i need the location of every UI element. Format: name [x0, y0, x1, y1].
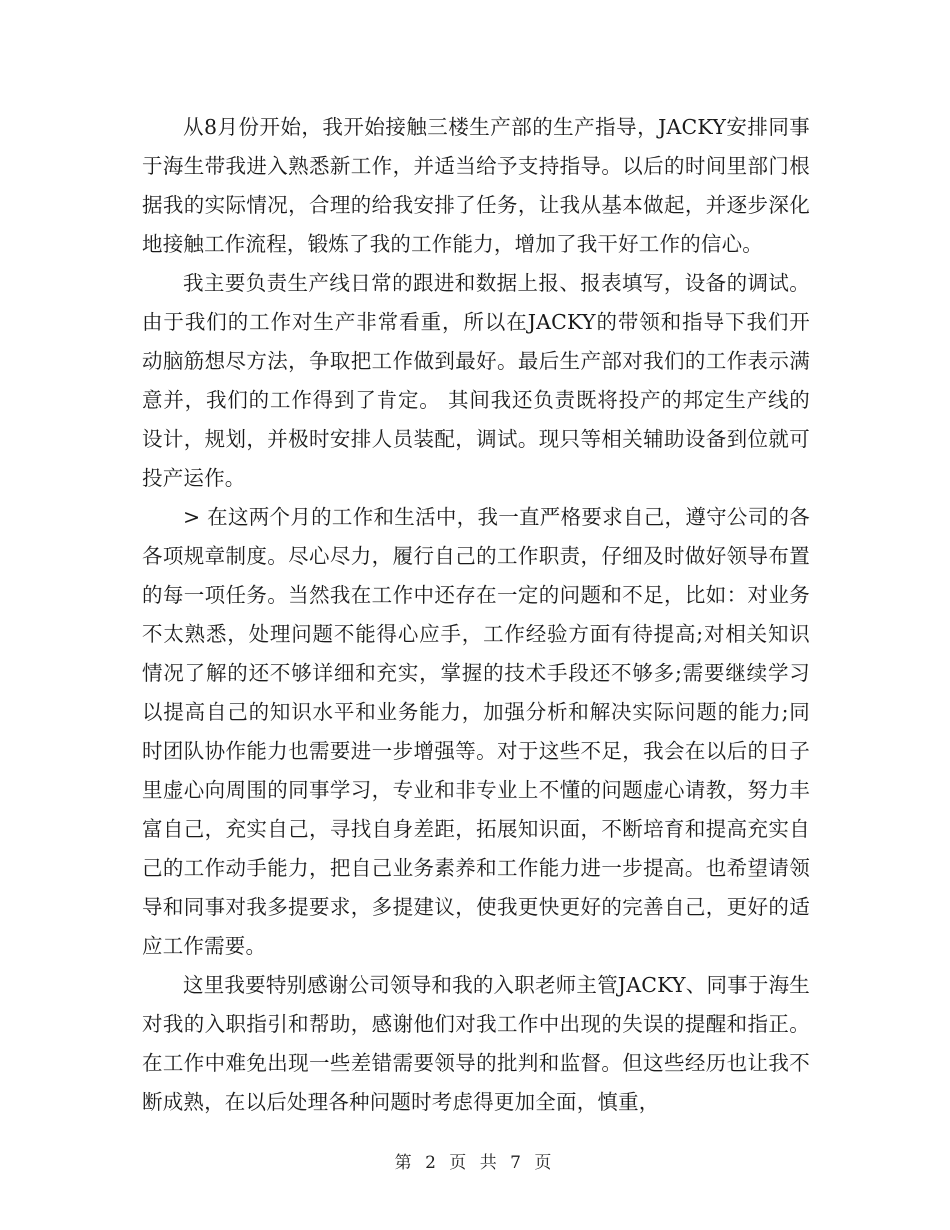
paragraph-4: 这里我要特别感谢公司领导和我的入职老师主管JACKY、同事于海生对我的入职指引和帮助，感谢他们对我工作中出现的失误的提醒和指正。在工作中难免出现一些差错需要领导的批判和监督。但这些经历也让我不断成熟，在以后处理各种问题时考虑得更加全面，慎重，: [142, 973, 810, 1114]
paragraph-2: 我主要负责生产线日常的跟进和数据上报、报表填写，设备的调试。由于我们的工作对生产非常看重，所以在JACKY的带领和指导下我们开动脑筋想尽方法，争取把工作做到最好。最后生产部对我们的工作表示满意并，我们的工作得到了肯定。 其间我还负责既将投产的邦定生产线的设计，规划，并极时安排人员装配，调试。现只等相关辅助设备到位就可投产运作。: [142, 271, 810, 490]
paragraph-1: 从8月份开始，我开始接触三楼生产部的生产指导，JACKY安排同事于海生带我进入熟悉新工作，并适当给予支持指导。以后的时间里部门根据我的实际情况，合理的给我安排了任务，让我从基本做起，并逐步深化地接触工作流程，锻炼了我的工作能力，增加了我干好工作的信心。: [142, 115, 810, 256]
document-body: [142, 108, 810, 1122]
paragraph-3: > 在这两个月的工作和生活中，我一直严格要求自己，遵守公司的各各项规章制度。尽心尽力，履行自己的工作职责，仔细及时做好领导布置的每一项任务。当然我在工作中还存在一定的问题和不足，比如：对业务不太熟悉，处理问题不能得心应手，工作经验方面有待提高;对相关知识情况了解的还不够详细和充实，掌握的技术手段还不够多;需要继续学习以提高自己的知识水平和业务能力，加强分析和解决实际问题的能力;同时团队协作能力也需要进一步增强等。对于这些不足，我会在以后的日子里虚心向周围的同事学习，专业和非专业上不懂的问题虚心请教，努力丰富自己，充实自己，寻找自身差距，拓展知识面，不断培育和提高充实自己的工作动手能力，把自己业务素养和工作能力进一步提高。也希望请领导和同事对我多提要求，多提建议，使我更快更好的完善自己，更好的适应工作需要。: [142, 505, 810, 958]
page-footer: 第 2 页 共 7 页: [394, 1153, 556, 1173]
